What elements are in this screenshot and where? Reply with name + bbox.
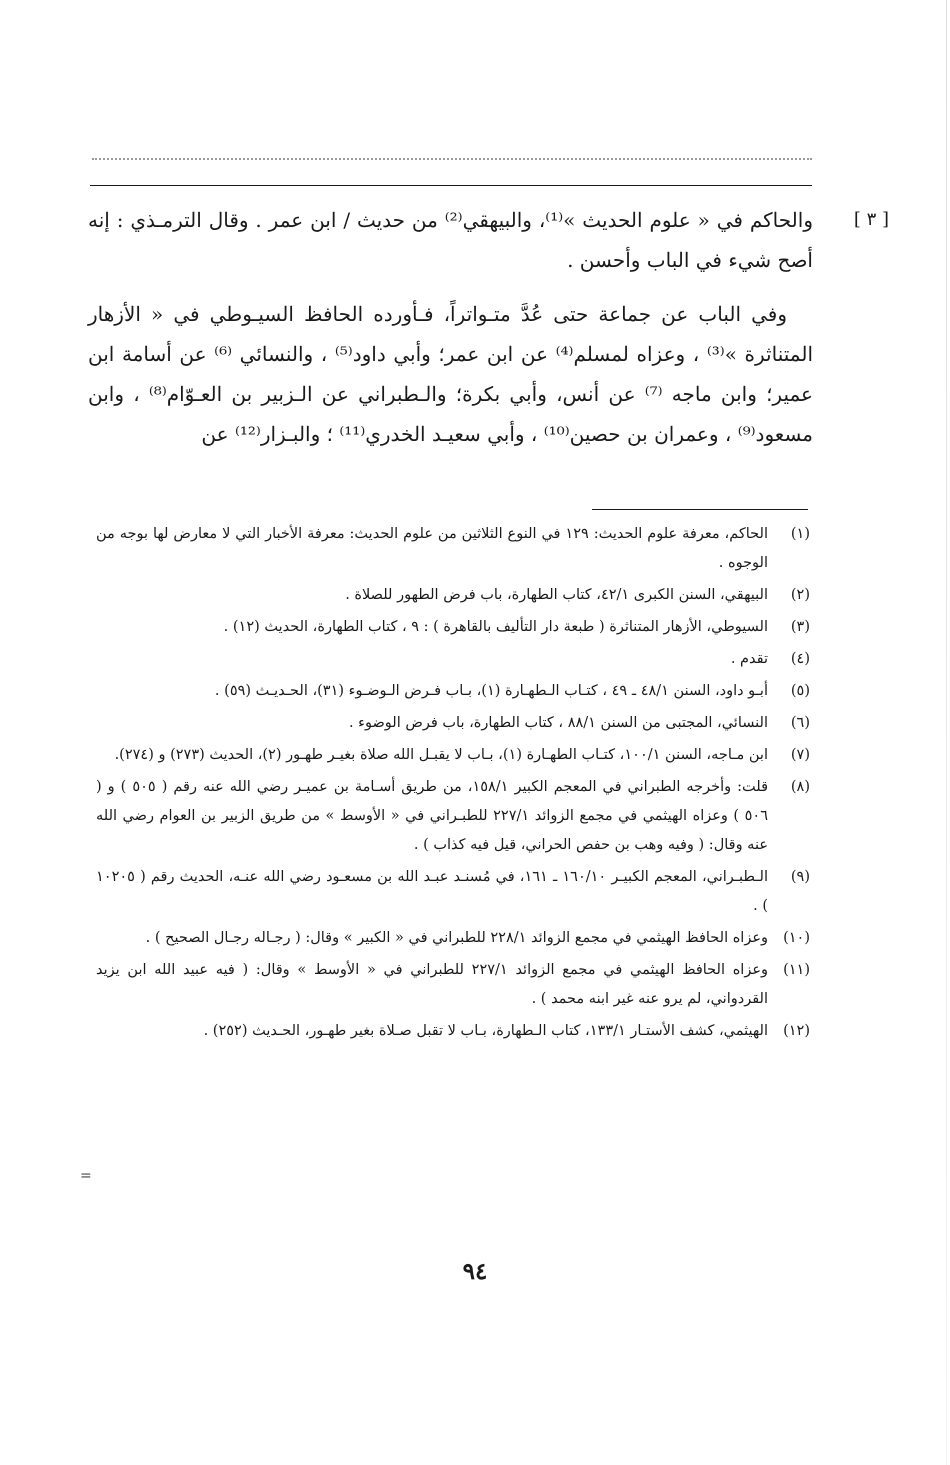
footnotes (96, 520, 810, 1049)
footnote (96, 709, 810, 738)
footnote-text: السيوطي، الأزهار المتناثرة ( طبعة دار التأليف بالقاهرة ) : ٩ ، كتاب الطهارة، الحديث (١٢) . (223, 619, 768, 635)
scan-edge (946, 0, 947, 1465)
footnote-number: (٤) (790, 651, 810, 667)
page-tag: [ ٣ ] (853, 209, 889, 230)
footnote-number: (٨) (790, 779, 810, 795)
main-text (88, 200, 889, 454)
footnote-number: (٣) (790, 619, 810, 635)
footnote-text: قلت: وأخرجه الطبراني في المعجم الكبير ١٥٨/١، من طريق أسـامة بن عميـر رضي الله عنه رقم ( ٥٠٥ ) و ( ٥٠٦ ) وعزاه الهيثمي في مجمع الزوائد ٢٢٧/١ للطبـراني في « الأوسط » من طريق الزبير بن العوام رضي الله عنه وقال: ( وفيه وهب بن حفص الحراني، قيل فيه كذاب ) . (96, 779, 769, 853)
footnote-number: (٢) (790, 587, 810, 603)
dotted-separator (92, 158, 812, 160)
footnote-number: (٧) (790, 747, 810, 763)
footnote (96, 956, 810, 1014)
footnote-number: (١) (790, 526, 810, 542)
footnote (96, 677, 810, 706)
margin-mark: = (80, 1168, 92, 1184)
footnote-text: الحاكم، معرفة علوم الحديث: ١٢٩ في النوع الثلاثين من علوم الحديث: معرفة الأخبار التي لا معارض لها بوجه من الوجوه . (96, 526, 768, 571)
footnote (96, 924, 810, 953)
footnote-number: (٩) (790, 869, 810, 885)
footnote-number: (٦) (790, 715, 810, 731)
main-paragraph-1-text: والحاكم في « علوم الحديث »⁽¹⁾، والبيهقي⁽²⁾ من حديث / ابن عمر . وقال الترمـذي : إنه أصح شيء في الباب وأحسن . (88, 208, 813, 272)
footnote (96, 863, 810, 921)
footnote-text: تقدم . (730, 651, 768, 667)
main-paragraph-1 (88, 200, 889, 280)
footnote (96, 613, 810, 642)
footnote-text: وعزاه الحافظ الهيثمي في مجمع الزوائد ٢٢٧/١ للطبراني في « الأوسط » وقال: ( فيه عبيد الله ابن يزيد القردواني، لم يرو عنه غير ابنه محمد ) . (96, 962, 768, 1007)
footnote-text: ابن مـاجه، السنن ١٠٠/١، كتـاب الطهـارة (١)، بـاب لا يقبـل الله صلاة بغيـر طهـور (٢)، الحديث (٢٧٣) و (٢٧٤). (114, 747, 768, 763)
main-paragraph-2: وفي الباب عن جماعة حتى عُدَّ متـواتراً، فـأورده الحافظ السيـوطي في « الأزهار المتناثرة »⁽³⁾ ، وعزاه لمسلم⁽⁴⁾ عن ابن عمر؛ وأبي داود⁽⁵⁾ ، والنسائي ⁽⁶⁾ عن أسامة ابن عمير؛ وابن ماجه ⁽⁷⁾ عن أنس، وأبي بكرة؛ والـطبراني عن الـزبير بن العـوّام⁽⁸⁾ ، وابن مسعود⁽⁹⁾ ، وعمران بن حصين⁽¹⁰⁾ ، وأبي سعيـد الخدري⁽¹¹⁾ ؛ والبـزار⁽¹²⁾ عن (88, 302, 813, 446)
footnote-text: وعزاه الحافظ الهيثمي في مجمع الزوائد ٢٢٨/١ للطبراني في « الكبير » وقال: ( رجـاله رجـال الصحيح ) . (145, 930, 768, 946)
footnote (96, 520, 810, 578)
header-rule (90, 185, 812, 186)
footnote-number: (١٢) (783, 1023, 810, 1039)
footnote-number: (٥) (790, 683, 810, 699)
footnote-text: النسائي، المجتبى من السنن ٨٨/١ ، كتاب الطهارة، باب فرض الوضوء . (348, 715, 768, 731)
page-number: ٩٤ (462, 1258, 488, 1285)
footnote (96, 1017, 810, 1046)
footnote-text: البيهقي، السنن الكبرى ٤٢/١، كتاب الطهارة، باب فرض الطهور للصلاة . (345, 587, 768, 603)
footnote (96, 741, 810, 770)
footnote-text: أبـو داود، السنن ٤٨/١ ـ ٤٩ ، كتـاب الـطهـارة (١)، بـاب فـرض الـوضـوء (٣١)، الحـديـث (٥٩) . (214, 683, 768, 699)
footnote-text: الهيثمي، كشف الأستـار ١٣٣/١، كتاب الـطهارة، بـاب لا تقبل صـلاة بغير طهـور، الحـديث (٢٥٢) . (203, 1023, 768, 1039)
footnote-number: (١٠) (783, 930, 810, 946)
footnote (96, 645, 810, 674)
footnotes-rule (592, 509, 808, 510)
footnote-number: (١١) (783, 962, 810, 978)
footnote-text: الـطبـراني، المعجم الكبيـر ١٦٠/١٠ ـ ١٦١، في مُسنـد عبـد الله بن مسعـود رضي الله عنـه، الحديث رقم ( ١٠٢٠٥ ) . (96, 869, 768, 914)
footnote (96, 581, 810, 610)
footnote (96, 773, 810, 860)
